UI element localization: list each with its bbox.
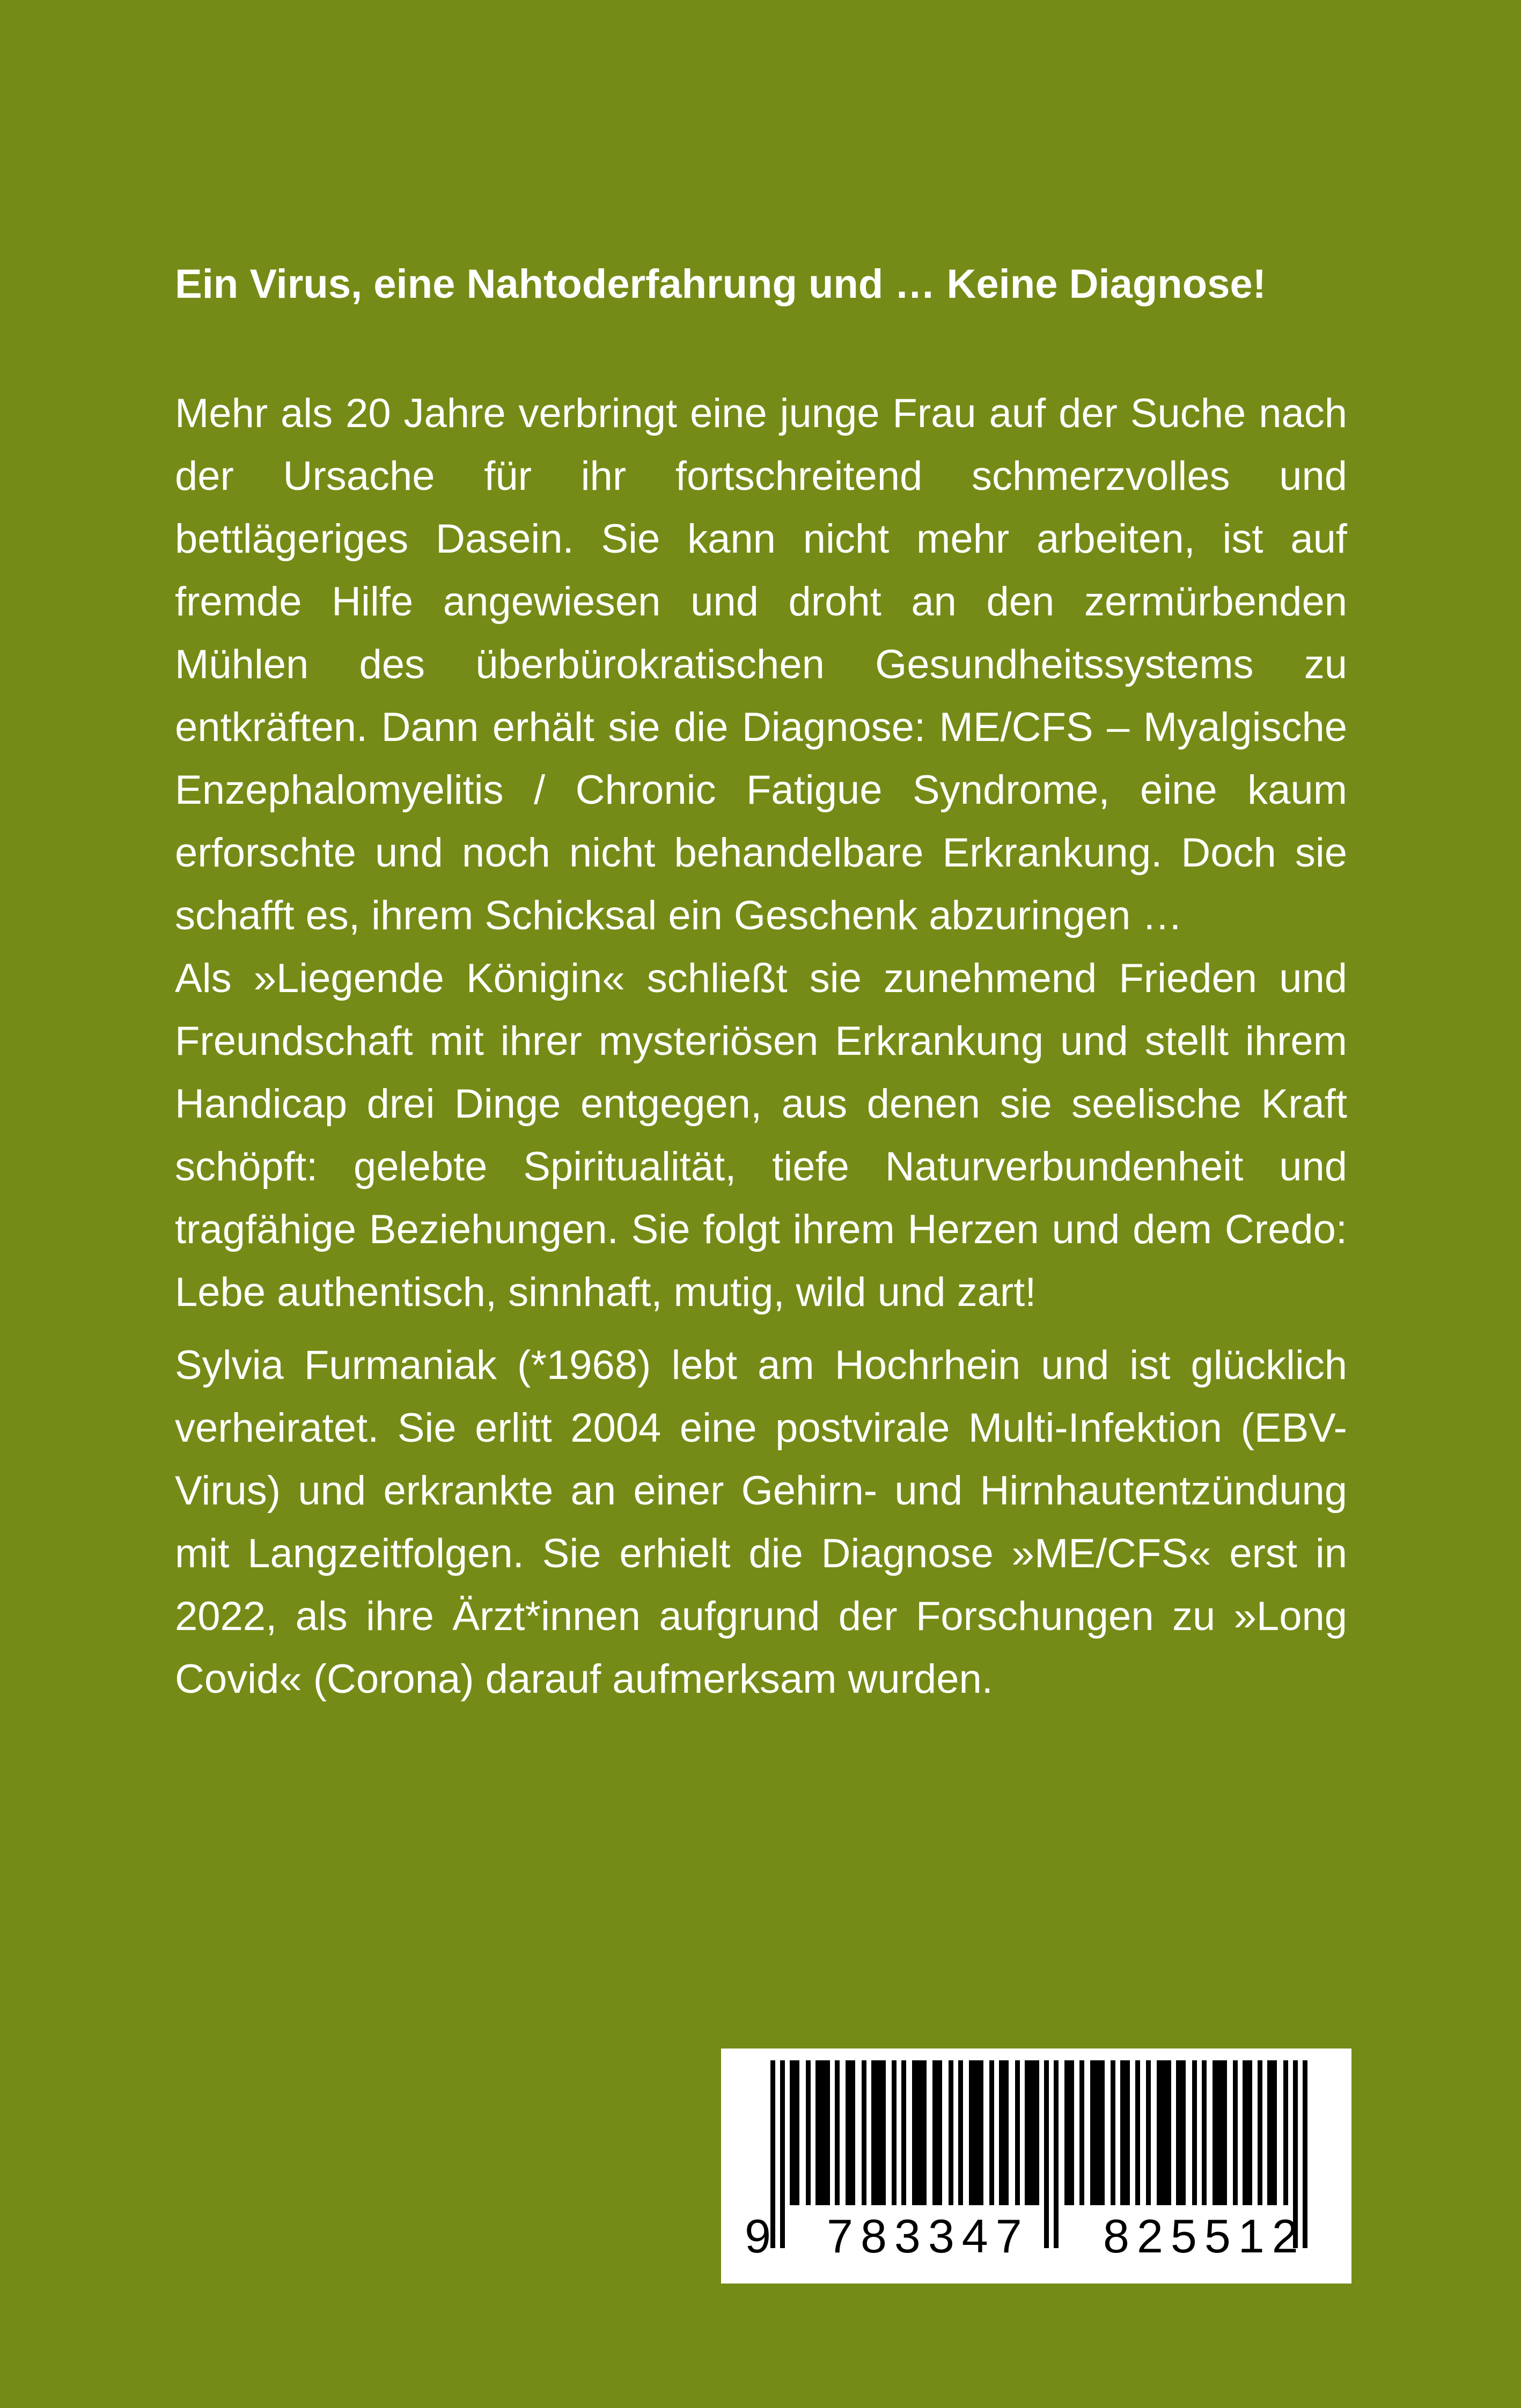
blurb [175,382,1347,1324]
author-bio-text: Sylvia Furmaniak (*1968) lebt am Hochrhein und ist glücklich verheiratet. Sie erlitt 2004 eine postvirale Multi-Infektion (EBV-Virus) und erkrankte an einer Gehirn- und Hirnhautentzündung mit Langzeitfolgen. Sie erhielt die Diagnose »ME/CFS« erst in 2022, als ihre Ärzt*innen aufgrund der Forschungen zu »Long Covid« (Corona) darauf aufmerksam wurden. [175,1342,1347,1702]
isbn-first-digit: 9 [745,2209,771,2263]
author-bio [175,1334,1347,1710]
headline: Ein Virus, eine Nahtoderfahrung und … Keine Diagnose! [175,261,1266,307]
isbn-left-group: 783347 [827,2209,1030,2263]
blurb-paragraph-1: Mehr als 20 Jahre verbringt eine junge Frau auf der Suche nach der Ursache für ihr fortschreitend schmerzvolles und bettlägeriges Dasein. Sie kann nicht mehr arbeiten, ist auf fremde Hilfe angewiesen und droht an den zermürbenden Mühlen des überbürokratischen Gesundheitssystems zu entkräften. Dann erhält sie die Diagnose: ME/CFS – Myalgische Enzephalomyelitis / Chronic Fatigue Syndrome, eine kaum erforschte und noch nicht behandelbare Erkrankung. Doch sie schafft es, ihrem Schicksal ein Geschenk abzuringen … [175,391,1347,938]
blurb-paragraph-2: Als »Liegende Königin« schließt sie zunehmend Frieden und Freundschaft mit ihrer mysteriösen Erkrankung und stellt ihrem Handicap drei Dinge entgegen, aus denen sie seelische Kraft schöpft: gelebte Spiritualität, tiefe Naturverbundenheit und tragfähige Beziehungen. Sie folgt ihrem Herzen und dem Credo: Lebe authentisch, sinnhaft, mutig, wild und zart! [175,956,1347,1315]
isbn-right-group: 825512 [1103,2209,1306,2263]
isbn-barcode [721,2049,1351,2284]
